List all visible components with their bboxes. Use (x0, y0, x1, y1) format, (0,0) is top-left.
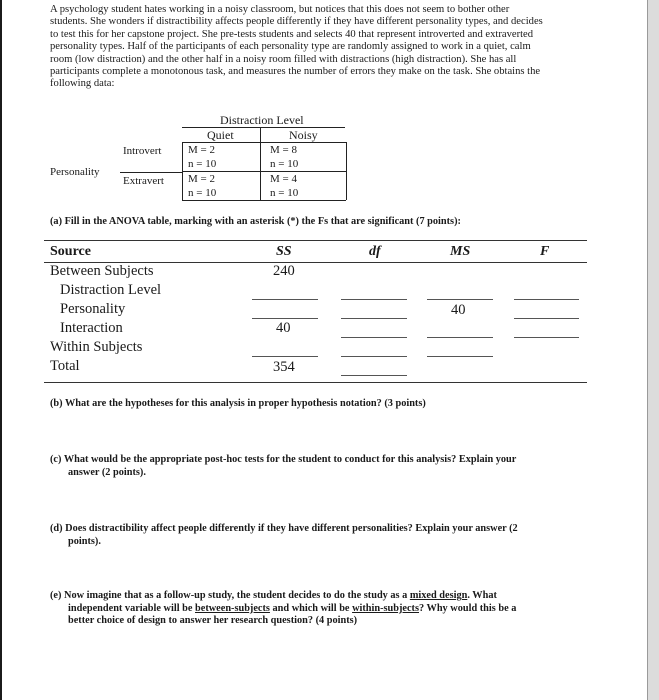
anova-header-ss: SS (276, 244, 292, 259)
cell-extravert-noisy-mean: M = 4 (270, 173, 297, 185)
question-c-line: (c) What would be the appropriate post-hoc tests for the student to conduct for this analysis? Explain your (50, 454, 517, 465)
table-rule (182, 142, 183, 200)
anova-row-interaction: Interaction (60, 320, 123, 336)
page-left-edge (0, 0, 2, 700)
table-rule (182, 142, 346, 143)
question-d (50, 523, 518, 548)
anova-row-personality: Personality (60, 301, 126, 317)
blank-personality-ss[interactable] (252, 318, 318, 319)
intro-line: room (low distraction) and the other half in a noisy room filled with distractions (high distraction). She has all (50, 53, 517, 65)
intro-line: participants complete a monotonous task, and measures the number of errors they make on the task. She obtains the (50, 66, 541, 78)
anova-total-ss: 354 (273, 359, 295, 375)
blank-interaction-ms[interactable] (427, 337, 493, 338)
intro-paragraph (50, 4, 605, 91)
blank-interaction-df[interactable] (341, 337, 407, 338)
blank-distraction-df[interactable] (341, 299, 407, 300)
cell-introvert-quiet-n: n = 10 (188, 158, 217, 170)
question-d-line: (d) Does distractibility affect people differently if they have different personalities? Explain your answer (2 (50, 523, 518, 534)
anova-bottom-rule (44, 382, 587, 383)
question-e (50, 590, 659, 628)
question-e-text: ? Why would this be a (419, 602, 517, 614)
intro-line: personality types. Half of the participants of each personality type are randomly assigned to work in a quiet, calm (50, 41, 531, 53)
cell-extravert-quiet-mean: M = 2 (188, 173, 215, 185)
row-label-extravert: Extravert (123, 175, 164, 187)
intro-line: following data: (50, 78, 115, 90)
table-rule (182, 200, 346, 201)
anova-interaction-ss: 40 (276, 320, 291, 336)
anova-personality-ms: 40 (451, 302, 466, 318)
question-b: (b) What are the hypotheses for this analysis in proper hypothesis notation? (3 points) (50, 398, 426, 409)
question-e-line: better choice of design to answer her research question? (4 points) (68, 615, 358, 626)
blank-within-ms[interactable] (427, 356, 493, 357)
anova-row-between: Between Subjects (50, 263, 154, 279)
col-header-noisy: Noisy (289, 128, 318, 142)
cell-introvert-noisy-mean: M = 8 (270, 144, 297, 156)
anova-top-rule (44, 240, 587, 241)
intro-line: to test this for her capstone project. She pre-tests students and selects 40 that represent introverted and extraverted (50, 28, 534, 40)
data-table-title: Distraction Level (220, 113, 304, 127)
blank-personality-df[interactable] (341, 318, 407, 319)
question-e-text: (e) Now imagine that as a follow-up study, the student decides to do the study as a (50, 590, 410, 601)
question-c (50, 454, 516, 479)
factor-label-personality: Personality (50, 166, 100, 178)
table-rule (346, 142, 347, 200)
within-subjects-term: within-subjects (352, 602, 419, 614)
table-rule (120, 172, 182, 173)
blank-total-df[interactable] (341, 375, 407, 376)
cell-extravert-noisy-n: n = 10 (270, 187, 299, 199)
question-c-line: answer (2 points). (68, 466, 146, 478)
question-e-text: and which will be (269, 602, 353, 614)
anova-between-ss: 240 (273, 263, 295, 279)
mixed-design-term: mixed design (409, 590, 468, 601)
anova-row-distraction: Distraction Level (60, 282, 162, 298)
col-header-quiet: Quiet (207, 128, 234, 142)
blank-interaction-f[interactable] (514, 337, 579, 338)
question-e-line (50, 603, 516, 616)
blank-within-ss[interactable] (252, 356, 318, 357)
question-e-line (50, 590, 659, 603)
anova-row-within: Within Subjects (50, 339, 143, 355)
anova-header-df: df (369, 244, 381, 259)
blank-distraction-ms[interactable] (427, 299, 493, 300)
table-rule (182, 171, 346, 172)
blank-distraction-f[interactable] (514, 299, 579, 300)
anova-header-source: Source (50, 244, 91, 259)
row-label-introvert: Introvert (123, 145, 162, 157)
anova-row-total: Total (50, 358, 80, 374)
intro-line: A psychology student hates working in a noisy classroom, but notices that this does not seem to bother other (50, 4, 510, 15)
anova-header-f: F (540, 244, 550, 259)
intro-line: students. She wonders if distractibility affects people differently if they have different personality types, and decides (50, 16, 543, 28)
table-rule (260, 128, 261, 200)
question-e-text: . What (467, 590, 497, 601)
between-subjects-term: between-subjects (195, 602, 270, 614)
blank-distraction-ss[interactable] (252, 299, 318, 300)
question-a: (a) Fill in the ANOVA table, marking with an asterisk (*) the Fs that are significant (7 points): (50, 216, 461, 227)
question-e-text: independent variable will be (68, 602, 196, 614)
anova-header-ms: MS (450, 244, 471, 259)
cell-introvert-quiet-mean: M = 2 (188, 144, 215, 156)
question-d-line: points). (68, 535, 101, 547)
blank-personality-f[interactable] (514, 318, 579, 319)
cell-introvert-noisy-n: n = 10 (270, 158, 299, 170)
blank-within-df[interactable] (341, 356, 407, 357)
cell-extravert-quiet-n: n = 10 (188, 187, 217, 199)
